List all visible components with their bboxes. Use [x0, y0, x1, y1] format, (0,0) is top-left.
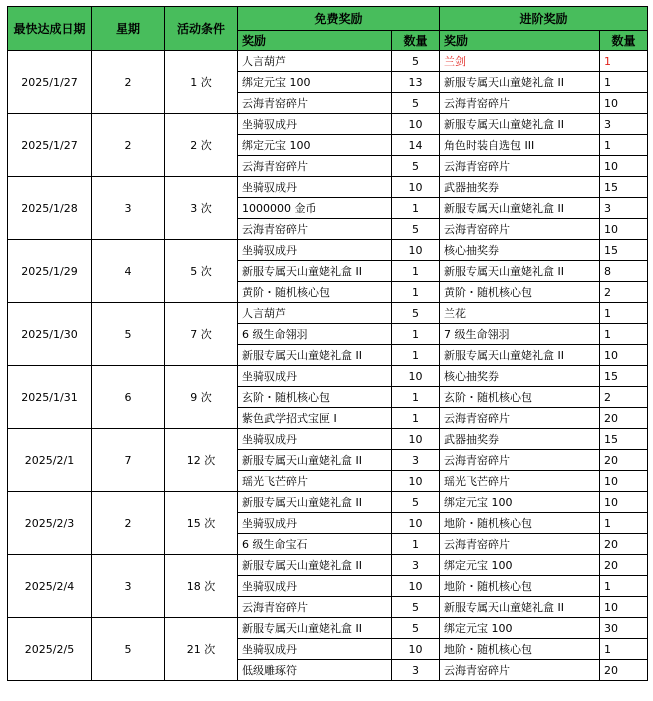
advanced-qty-cell: 1 — [600, 135, 648, 156]
advanced-qty-cell: 1 — [600, 303, 648, 324]
advanced-qty-cell: 15 — [600, 366, 648, 387]
advanced-reward-cell: 云海青窑碎片 — [440, 408, 600, 429]
advanced-qty-cell: 30 — [600, 618, 648, 639]
date-cell: 2025/1/27 — [8, 51, 92, 114]
free-reward-cell: 坐骑驭成丹 — [238, 240, 392, 261]
free-reward-cell: 坐骑驭成丹 — [238, 513, 392, 534]
free-reward-cell: 新服专属天山童姥礼盒 II — [238, 261, 392, 282]
free-reward-cell: 坐骑驭成丹 — [238, 114, 392, 135]
free-reward-cell: 6 级生命翎羽 — [238, 324, 392, 345]
free-qty-cell: 10 — [392, 240, 440, 261]
table-row — [8, 492, 648, 513]
free-reward-cell: 人言葫芦 — [238, 51, 392, 72]
advanced-reward-cell: 地阶・随机核心包 — [440, 576, 600, 597]
free-qty-cell: 10 — [392, 177, 440, 198]
advanced-reward-cell: 云海青窑碎片 — [440, 660, 600, 681]
advanced-qty-cell: 2 — [600, 282, 648, 303]
free-qty-cell: 3 — [392, 555, 440, 576]
date-cell: 2025/1/28 — [8, 177, 92, 240]
free-qty-cell: 13 — [392, 72, 440, 93]
advanced-reward-cell: 新服专属天山童姥礼盒 II — [440, 261, 600, 282]
date-cell: 2025/1/30 — [8, 303, 92, 366]
advanced-qty-cell: 2 — [600, 387, 648, 408]
advanced-qty-cell: 20 — [600, 450, 648, 471]
header-condition: 活动条件 — [165, 7, 238, 51]
free-qty-cell: 10 — [392, 471, 440, 492]
free-reward-cell: 新服专属天山童姥礼盒 II — [238, 345, 392, 366]
header-free-qty: 数量 — [392, 31, 440, 51]
free-reward-cell: 6 级生命宝石 — [238, 534, 392, 555]
weekday-cell: 3 — [92, 177, 165, 240]
table-header — [8, 7, 648, 51]
advanced-qty-cell: 10 — [600, 345, 648, 366]
date-cell: 2025/1/31 — [8, 366, 92, 429]
free-qty-cell: 5 — [392, 303, 440, 324]
free-reward-cell: 坐骑驭成丹 — [238, 177, 392, 198]
free-qty-cell: 5 — [392, 618, 440, 639]
free-qty-cell: 5 — [392, 219, 440, 240]
advanced-reward-cell: 云海青窑碎片 — [440, 534, 600, 555]
advanced-reward-cell: 角色时装自选包 III — [440, 135, 600, 156]
free-qty-cell: 5 — [392, 51, 440, 72]
advanced-qty-cell: 3 — [600, 114, 648, 135]
advanced-reward-cell: 7 级生命翎羽 — [440, 324, 600, 345]
condition-cell: 5 次 — [165, 240, 238, 303]
advanced-reward-cell: 黄阶・随机核心包 — [440, 282, 600, 303]
free-qty-cell: 1 — [392, 324, 440, 345]
free-qty-cell: 10 — [392, 114, 440, 135]
reward-table-container — [7, 6, 648, 681]
advanced-reward-cell: 武器抽奖券 — [440, 177, 600, 198]
advanced-qty-cell: 10 — [600, 471, 648, 492]
weekday-cell: 5 — [92, 618, 165, 681]
advanced-qty-cell: 15 — [600, 429, 648, 450]
advanced-reward-cell: 武器抽奖券 — [440, 429, 600, 450]
weekday-cell: 2 — [92, 114, 165, 177]
free-qty-cell: 5 — [392, 156, 440, 177]
free-reward-cell: 瑶光飞芒碎片 — [238, 471, 392, 492]
table-body — [8, 51, 648, 681]
advanced-reward-cell: 新服专属天山童姥礼盒 II — [440, 72, 600, 93]
table-row — [8, 429, 648, 450]
advanced-qty-cell: 8 — [600, 261, 648, 282]
free-reward-cell: 云海青窑碎片 — [238, 156, 392, 177]
free-reward-cell: 黄阶・随机核心包 — [238, 282, 392, 303]
weekday-cell: 7 — [92, 429, 165, 492]
date-cell: 2025/2/4 — [8, 555, 92, 618]
free-qty-cell: 3 — [392, 450, 440, 471]
table-row — [8, 366, 648, 387]
free-qty-cell: 10 — [392, 576, 440, 597]
header-free-rewards: 免费奖励 — [238, 7, 440, 31]
advanced-reward-cell: 核心抽奖券 — [440, 366, 600, 387]
header-adv-reward: 奖励 — [440, 31, 600, 51]
free-qty-cell: 5 — [392, 492, 440, 513]
free-reward-cell: 紫色武学招式宝匣 I — [238, 408, 392, 429]
advanced-qty-cell: 10 — [600, 597, 648, 618]
free-reward-cell: 云海青窑碎片 — [238, 597, 392, 618]
date-cell: 2025/2/1 — [8, 429, 92, 492]
advanced-qty-cell: 10 — [600, 156, 648, 177]
advanced-reward-cell: 兰剑 — [440, 51, 600, 72]
date-cell: 2025/1/27 — [8, 114, 92, 177]
advanced-qty-cell: 1 — [600, 513, 648, 534]
free-qty-cell: 14 — [392, 135, 440, 156]
table-row — [8, 303, 648, 324]
advanced-qty-cell: 1 — [600, 72, 648, 93]
advanced-reward-cell: 地阶・随机核心包 — [440, 639, 600, 660]
advanced-qty-cell: 1 — [600, 639, 648, 660]
advanced-reward-cell: 新服专属天山童姥礼盒 II — [440, 198, 600, 219]
free-reward-cell: 坐骑驭成丹 — [238, 576, 392, 597]
advanced-reward-cell: 绑定元宝 100 — [440, 618, 600, 639]
condition-cell: 3 次 — [165, 177, 238, 240]
free-reward-cell: 新服专属天山童姥礼盒 II — [238, 450, 392, 471]
reward-table — [7, 6, 648, 681]
header-weekday: 星期 — [92, 7, 165, 51]
advanced-reward-cell: 绑定元宝 100 — [440, 555, 600, 576]
header-date: 最快达成日期 — [8, 7, 92, 51]
free-qty-cell: 10 — [392, 513, 440, 534]
free-reward-cell: 坐骑驭成丹 — [238, 366, 392, 387]
date-cell: 2025/2/3 — [8, 492, 92, 555]
advanced-qty-cell: 15 — [600, 177, 648, 198]
condition-cell: 1 次 — [165, 51, 238, 114]
condition-cell: 21 次 — [165, 618, 238, 681]
advanced-qty-cell: 20 — [600, 534, 648, 555]
condition-cell: 2 次 — [165, 114, 238, 177]
advanced-reward-cell: 核心抽奖券 — [440, 240, 600, 261]
weekday-cell: 6 — [92, 366, 165, 429]
weekday-cell: 5 — [92, 303, 165, 366]
free-reward-cell: 低级雕琢符 — [238, 660, 392, 681]
advanced-reward-cell: 绑定元宝 100 — [440, 492, 600, 513]
free-qty-cell: 3 — [392, 660, 440, 681]
free-qty-cell: 1 — [392, 387, 440, 408]
table-row — [8, 177, 648, 198]
weekday-cell: 2 — [92, 51, 165, 114]
free-reward-cell: 1000000 金币 — [238, 198, 392, 219]
advanced-qty-cell: 1 — [600, 576, 648, 597]
advanced-qty-cell: 1 — [600, 51, 648, 72]
advanced-qty-cell: 15 — [600, 240, 648, 261]
free-qty-cell: 1 — [392, 534, 440, 555]
advanced-qty-cell: 20 — [600, 408, 648, 429]
table-row — [8, 240, 648, 261]
free-reward-cell: 人言葫芦 — [238, 303, 392, 324]
advanced-reward-cell: 云海青窑碎片 — [440, 219, 600, 240]
condition-cell: 7 次 — [165, 303, 238, 366]
free-qty-cell: 10 — [392, 366, 440, 387]
advanced-qty-cell: 20 — [600, 555, 648, 576]
advanced-reward-cell: 地阶・随机核心包 — [440, 513, 600, 534]
weekday-cell: 3 — [92, 555, 165, 618]
date-cell: 2025/1/29 — [8, 240, 92, 303]
free-qty-cell: 1 — [392, 261, 440, 282]
advanced-reward-cell: 云海青窑碎片 — [440, 93, 600, 114]
advanced-qty-cell: 3 — [600, 198, 648, 219]
free-qty-cell: 10 — [392, 429, 440, 450]
free-reward-cell: 绑定元宝 100 — [238, 135, 392, 156]
free-qty-cell: 1 — [392, 198, 440, 219]
advanced-reward-cell: 云海青窑碎片 — [440, 156, 600, 177]
free-qty-cell: 5 — [392, 597, 440, 618]
condition-cell: 15 次 — [165, 492, 238, 555]
advanced-reward-cell: 新服专属天山童姥礼盒 II — [440, 114, 600, 135]
weekday-cell: 4 — [92, 240, 165, 303]
free-reward-cell: 绑定元宝 100 — [238, 72, 392, 93]
advanced-reward-cell: 云海青窑碎片 — [440, 450, 600, 471]
condition-cell: 9 次 — [165, 366, 238, 429]
free-qty-cell: 10 — [392, 639, 440, 660]
advanced-qty-cell: 20 — [600, 660, 648, 681]
table-row — [8, 114, 648, 135]
free-reward-cell: 坐骑驭成丹 — [238, 639, 392, 660]
free-reward-cell: 坐骑驭成丹 — [238, 429, 392, 450]
free-reward-cell: 玄阶・随机核心包 — [238, 387, 392, 408]
free-qty-cell: 1 — [392, 282, 440, 303]
date-cell: 2025/2/5 — [8, 618, 92, 681]
free-qty-cell: 1 — [392, 345, 440, 366]
header-adv-qty: 数量 — [600, 31, 648, 51]
table-row — [8, 618, 648, 639]
advanced-reward-cell: 新服专属天山童姥礼盒 II — [440, 345, 600, 366]
free-reward-cell: 新服专属天山童姥礼盒 II — [238, 618, 392, 639]
free-reward-cell: 云海青窑碎片 — [238, 93, 392, 114]
advanced-reward-cell: 兰花 — [440, 303, 600, 324]
free-reward-cell: 云海青窑碎片 — [238, 219, 392, 240]
weekday-cell: 2 — [92, 492, 165, 555]
free-reward-cell: 新服专属天山童姥礼盒 II — [238, 492, 392, 513]
advanced-qty-cell: 1 — [600, 324, 648, 345]
header-advanced-rewards: 进阶奖励 — [440, 7, 648, 31]
advanced-reward-cell: 新服专属天山童姥礼盒 II — [440, 597, 600, 618]
condition-cell: 18 次 — [165, 555, 238, 618]
header-free-reward: 奖励 — [238, 31, 392, 51]
advanced-qty-cell: 10 — [600, 492, 648, 513]
condition-cell: 12 次 — [165, 429, 238, 492]
advanced-qty-cell: 10 — [600, 93, 648, 114]
free-reward-cell: 新服专属天山童姥礼盒 II — [238, 555, 392, 576]
table-row — [8, 555, 648, 576]
advanced-reward-cell: 瑶光飞芒碎片 — [440, 471, 600, 492]
free-qty-cell: 5 — [392, 93, 440, 114]
advanced-reward-cell: 玄阶・随机核心包 — [440, 387, 600, 408]
table-row — [8, 51, 648, 72]
free-qty-cell: 1 — [392, 408, 440, 429]
advanced-qty-cell: 10 — [600, 219, 648, 240]
